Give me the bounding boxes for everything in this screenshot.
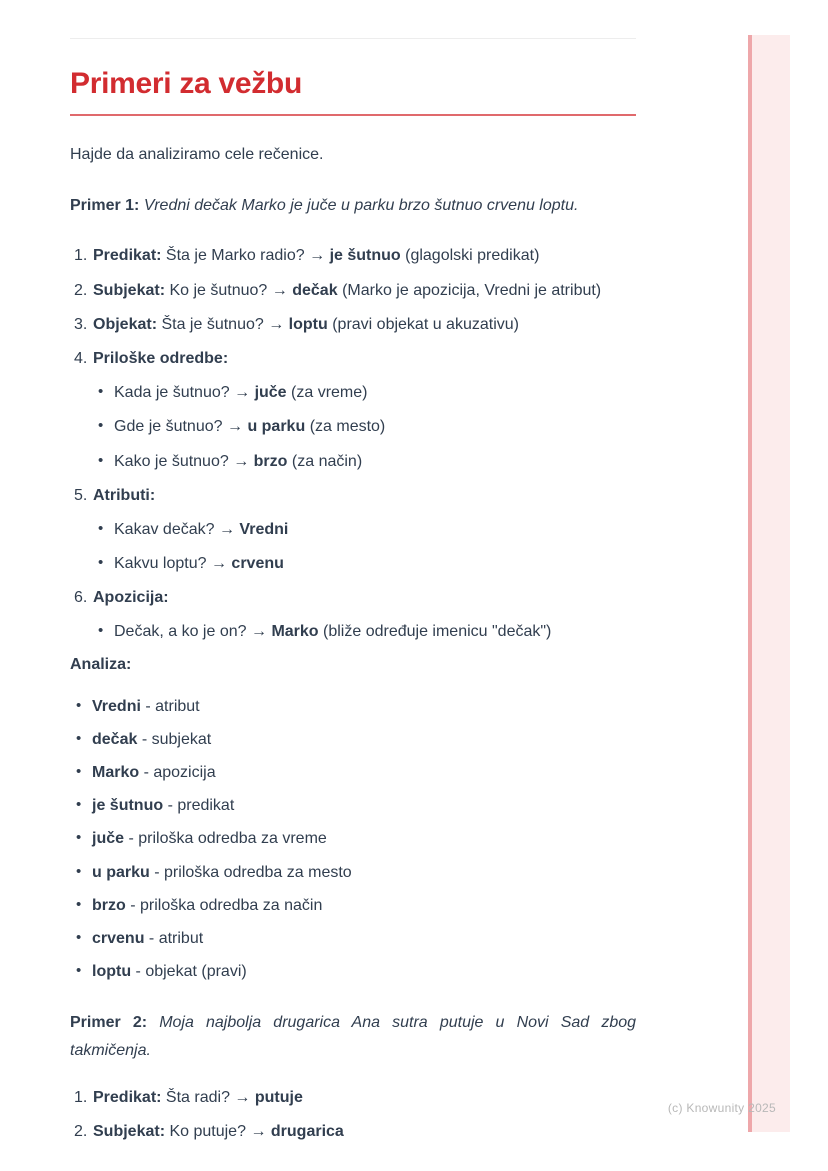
item-answer: loptu <box>288 315 328 333</box>
dash-glyph: - <box>145 697 151 715</box>
analysis-term: crvenu <box>92 929 145 947</box>
analysis-item <box>76 827 636 850</box>
analysis-item <box>76 894 636 917</box>
bullet-icon: • <box>76 895 82 913</box>
example2-sentence: Moja najbolja drugarica Ana sutra putuje u Novi Sad zbog takmičenja. <box>70 1014 637 1059</box>
arrow-icon: → <box>234 384 251 402</box>
item-note: (za mesto) <box>309 418 386 436</box>
item-question: Šta radi? <box>165 1088 230 1106</box>
item-text <box>92 960 636 983</box>
item-text <box>114 450 636 473</box>
analysis-item <box>76 761 636 784</box>
item-label: Subjekat: <box>93 281 166 299</box>
item-number: 4. <box>74 349 88 367</box>
arrow-icon: → <box>268 315 285 333</box>
analysis-item <box>76 728 636 751</box>
sub-bullet-list <box>70 518 636 575</box>
item-text <box>114 518 636 541</box>
item-question: Šta je Marko radio? <box>165 247 305 265</box>
analysis-desc: priloška odredba za način <box>140 896 323 914</box>
item-number: 1. <box>74 1088 88 1106</box>
analysis-desc: apozicija <box>153 764 216 781</box>
sub-bullet-item <box>98 518 636 541</box>
watermark-text: (c) Knowunity 2025 <box>667 1101 776 1115</box>
dash-glyph: - <box>148 929 155 947</box>
item-text <box>93 586 636 609</box>
analysis-desc: subjekat <box>151 730 212 748</box>
sub-bullet-list <box>70 620 636 643</box>
bullet-icon: • <box>76 962 82 980</box>
analysis-list <box>70 695 636 984</box>
arrow-icon: → <box>226 418 243 436</box>
analysis-term: dečak <box>92 730 138 748</box>
arrow-icon: → <box>233 452 250 470</box>
analysis-term: Vredni <box>92 697 141 715</box>
item-question: Dečak, a ko je on? <box>114 623 247 641</box>
item-note: (za vreme) <box>291 384 368 402</box>
item-number: 5. <box>74 486 88 504</box>
arrow-icon: → <box>250 1122 267 1140</box>
item-note: (pravi objekat u akuzativu) <box>332 315 519 333</box>
example1-heading <box>70 192 636 219</box>
analysis-desc: objekat (pravi) <box>145 963 247 981</box>
bullet-icon: • <box>98 451 104 469</box>
item-text <box>92 927 636 950</box>
item-number: 2. <box>74 1122 88 1140</box>
list-item <box>70 244 636 267</box>
analysis-desc: predikat <box>177 797 235 815</box>
item-number: 1. <box>74 247 88 265</box>
list-item <box>70 279 636 302</box>
analysis-term: loptu <box>92 963 132 981</box>
item-text <box>114 620 636 643</box>
item-text <box>93 484 636 507</box>
arrow-icon: → <box>271 281 288 299</box>
item-label: Priloške odredbe: <box>93 349 229 367</box>
item-text <box>92 894 636 917</box>
analysis-desc: priloška odredba za vreme <box>138 830 327 848</box>
example1-sentence: Vredni dečak Marko je juče u parku brzo šutnuo crvenu loptu. <box>143 197 579 215</box>
item-text <box>92 728 636 751</box>
analysis-term: brzo <box>92 896 126 914</box>
item-text <box>92 827 636 850</box>
title-underline <box>70 114 636 116</box>
item-text <box>92 695 636 718</box>
arrow-icon: → <box>218 520 235 538</box>
item-note: (glagolski predikat) <box>405 247 540 265</box>
example2-heading <box>70 1009 636 1063</box>
item-label: Predikat: <box>93 1088 162 1106</box>
item-answer: dečak <box>292 281 338 299</box>
item-text <box>92 861 636 884</box>
item-question: Kakav dečak? <box>114 520 215 538</box>
item-text <box>93 313 636 336</box>
item-label: Predikat: <box>93 247 162 265</box>
item-answer: crvenu <box>231 555 284 573</box>
sub-bullet-item <box>98 415 636 438</box>
item-note: (bliže određuje imenicu "dečak") <box>323 623 552 641</box>
bullet-icon: • <box>98 554 104 572</box>
item-text <box>92 794 636 817</box>
sub-bullet-list <box>70 381 636 473</box>
item-answer: drugarica <box>270 1122 344 1140</box>
dash-glyph: - <box>143 764 149 781</box>
item-label: Subjekat: <box>93 1122 166 1140</box>
page-edge-highlight-bar <box>748 35 790 1132</box>
analysis-item <box>76 695 636 718</box>
item-answer: brzo <box>253 452 288 470</box>
analysis-item <box>76 960 636 983</box>
item-answer: putuje <box>254 1088 303 1106</box>
example1-list <box>70 244 636 643</box>
dash-glyph: - <box>154 863 160 881</box>
arrow-icon: → <box>250 623 267 641</box>
item-text <box>93 1086 636 1109</box>
sub-bullet-item <box>98 620 636 643</box>
item-label: Atributi: <box>93 486 156 504</box>
analysis-term: je šutnuo <box>92 797 164 815</box>
item-question: Ko putuje? <box>169 1122 246 1140</box>
analysis-desc: atribut <box>155 697 200 715</box>
item-answer: je šutnuo <box>329 247 401 265</box>
arrow-icon: → <box>234 1088 251 1106</box>
document-content <box>70 0 636 1154</box>
sub-bullet-item <box>98 450 636 473</box>
item-question: Gde je šutnuo? <box>114 418 223 436</box>
item-text <box>93 279 636 302</box>
analysis-term: Marko <box>92 764 140 781</box>
item-text <box>93 244 636 267</box>
item-text <box>93 347 636 370</box>
item-text <box>114 415 636 438</box>
bullet-icon: • <box>98 622 104 640</box>
item-label: Objekat: <box>93 315 158 333</box>
bullet-icon: • <box>98 383 104 401</box>
sub-bullet-item <box>98 381 636 404</box>
item-answer: Vredni <box>239 520 289 538</box>
item-number: 3. <box>74 315 88 333</box>
item-question: Kakvu loptu? <box>114 555 207 573</box>
bullet-icon: • <box>76 729 82 747</box>
dash-glyph: - <box>128 830 134 848</box>
arrow-icon: → <box>309 247 326 265</box>
list-item <box>70 586 636 609</box>
item-text <box>114 381 636 404</box>
item-question: Kako je šutnuo? <box>114 452 229 470</box>
list-item <box>70 484 636 507</box>
bullet-icon: • <box>76 862 82 880</box>
item-number: 2. <box>74 281 88 299</box>
dash-glyph: - <box>130 896 136 914</box>
analysis-item <box>76 861 636 884</box>
list-item <box>70 347 636 370</box>
page-title: Primeri za vežbu <box>70 67 302 100</box>
item-text <box>114 552 636 575</box>
item-question: Šta je šutnuo? <box>161 315 264 333</box>
item-text <box>93 1120 636 1143</box>
analysis-term: juče <box>92 830 125 848</box>
item-answer: Marko <box>271 623 319 641</box>
dash-glyph: - <box>135 963 141 981</box>
item-answer: u parku <box>247 418 306 436</box>
bullet-icon: • <box>76 796 82 814</box>
bullet-icon: • <box>98 519 104 537</box>
dash-glyph: - <box>167 797 173 815</box>
dash-glyph: - <box>141 730 148 748</box>
list-item <box>70 1086 636 1109</box>
item-text <box>92 761 636 784</box>
list-item <box>70 1120 636 1143</box>
intro-text: Hajde da analiziramo cele rečenice. <box>70 146 324 163</box>
bullet-icon: • <box>76 928 82 946</box>
analysis-desc: atribut <box>158 929 204 947</box>
item-note: (za način) <box>291 452 363 470</box>
item-answer: juče <box>254 384 287 402</box>
bullet-icon: • <box>98 417 104 435</box>
bullet-icon: • <box>76 696 82 714</box>
item-question: Kada je šutnuo? <box>114 384 230 402</box>
bullet-icon: • <box>76 829 82 847</box>
item-question: Ko je šutnuo? <box>169 281 268 299</box>
analysis-desc: priloška odredba za mesto <box>164 863 352 881</box>
example2-list <box>70 1086 636 1143</box>
example2-label: Primer 2: <box>70 1014 148 1032</box>
arrow-icon: → <box>210 555 227 573</box>
bullet-icon: • <box>76 763 82 780</box>
example1-label: Primer 1: <box>70 197 140 215</box>
item-number: 6. <box>74 589 88 607</box>
analysis-term: u parku <box>92 863 150 881</box>
item-note: (Marko je apozicija, Vredni je atribut) <box>342 281 602 299</box>
list-item <box>70 313 636 336</box>
sub-bullet-item <box>98 552 636 575</box>
analysis-item <box>76 794 636 817</box>
item-label: Apozicija: <box>93 589 169 607</box>
analysis-heading: Analiza: <box>70 655 132 673</box>
analysis-item <box>76 927 636 950</box>
